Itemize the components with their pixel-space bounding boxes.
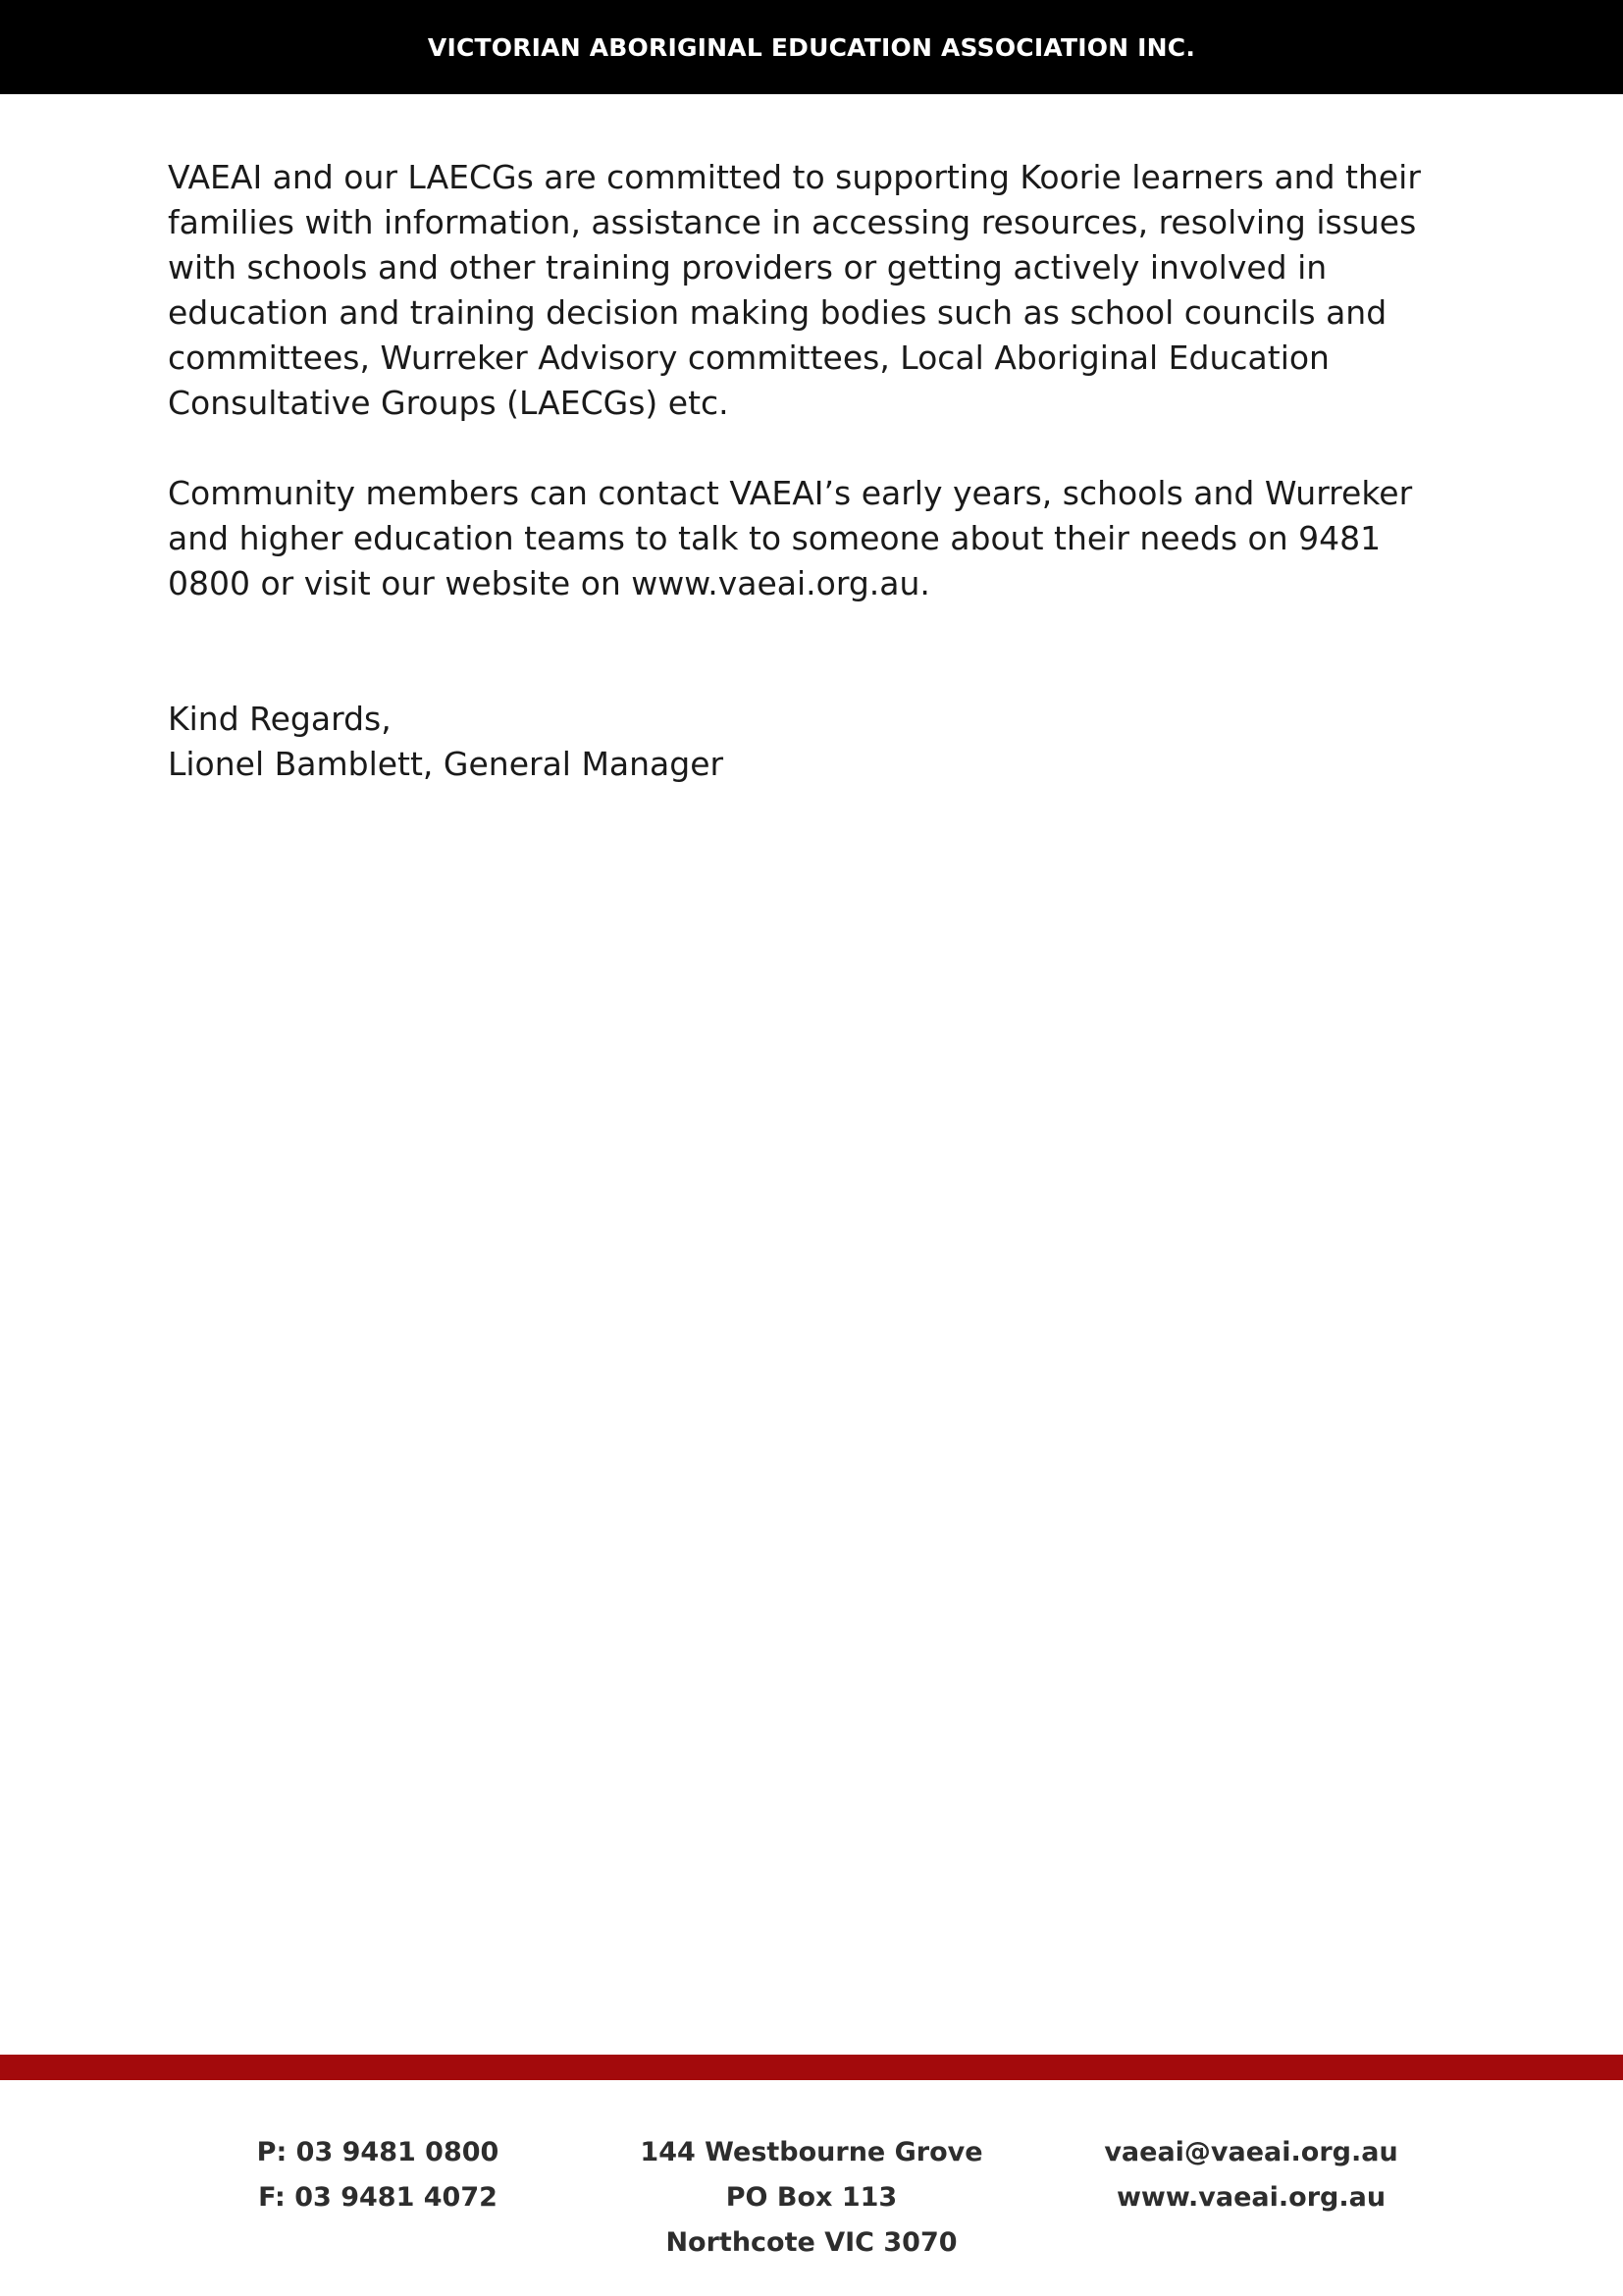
letter-body	[168, 155, 1473, 787]
footer-suburb: Northcote VIC 3070	[665, 2227, 958, 2258]
signatory-name: Lionel Bamblett, General Manager	[168, 745, 724, 783]
footer-address-column	[615, 2130, 1008, 2266]
paragraph-commitment: VAEAI and our LAECGs are committed to supporting Koorie learners and their families with information, assistance in accessing resources, resolving issues with schools and other training providers or getting actively involved in education and training decision making bodies such as school councils and committees, Wurreker Advisory committees, Local Aboriginal Education Consultative Groups (LAECGs) etc.	[168, 158, 1421, 422]
contact-footer	[0, 2130, 1623, 2277]
organisation-name: VICTORIAN ABORIGINAL EDUCATION ASSOCIATION INC.	[427, 32, 1196, 62]
closing-salutation: Kind Regards,	[168, 700, 392, 738]
signature-block	[168, 697, 1473, 787]
footer-po-box: PO Box 113	[725, 2182, 898, 2213]
footer-online-column	[1079, 2130, 1423, 2220]
footer-phone: P: 03 9481 0800	[256, 2137, 499, 2167]
footer-divider-stripe	[0, 2055, 1623, 2080]
paragraph-contact: Community members can contact VAEAI’s early years, schools and Wurreker and higher education teams to talk to someone about their needs on 9481 0800 or visit our website on www.vaeai.org.au.	[168, 474, 1413, 602]
letterhead-banner	[0, 0, 1623, 94]
footer-fax: F: 03 9481 4072	[258, 2182, 497, 2213]
footer-street: 144 Westbourne Grove	[640, 2137, 983, 2167]
footer-phone-column	[231, 2130, 525, 2220]
footer-website-link[interactable]: www.vaeai.org.au	[1116, 2182, 1387, 2213]
footer-email-link[interactable]: vaeai@vaeai.org.au	[1104, 2137, 1398, 2167]
